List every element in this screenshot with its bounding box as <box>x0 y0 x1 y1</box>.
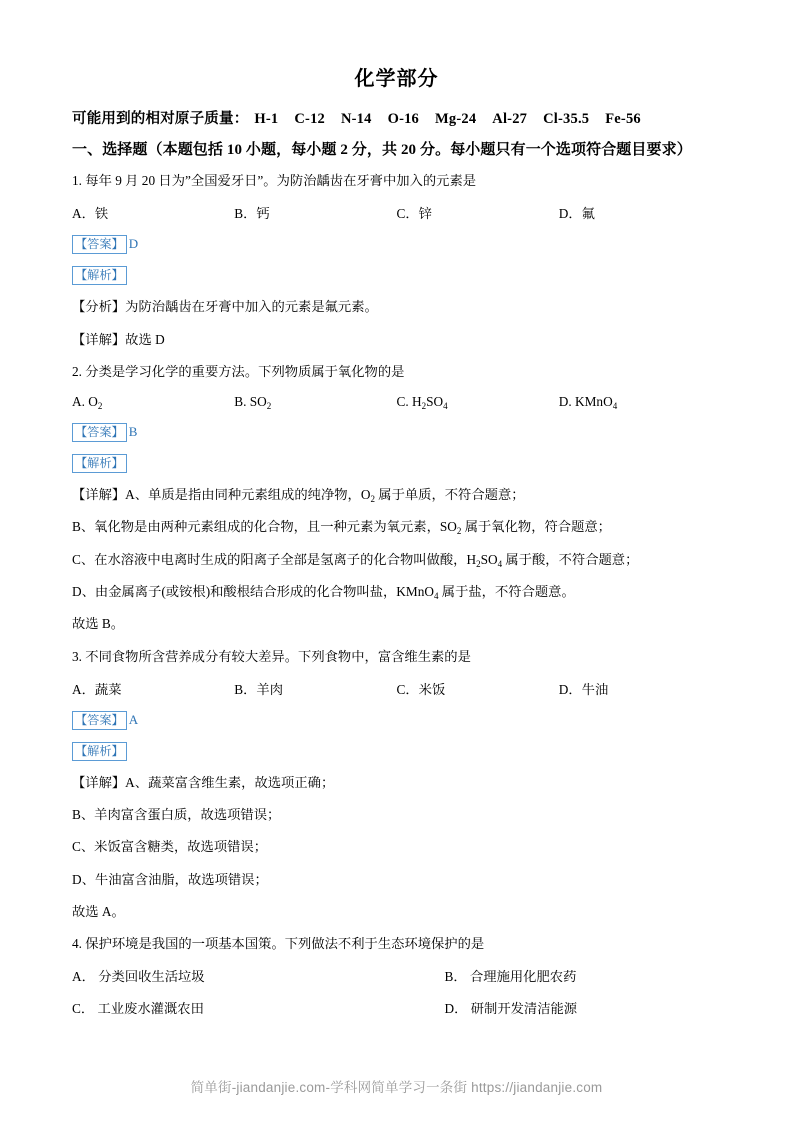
answer-value: B <box>128 424 138 440</box>
explanation-line: C、在水溶液中电离时生成的阳离子全部是氢离子的化合物叫做酸，$H_2SO_4$ 属于酸，不符合题意； <box>72 551 639 569</box>
answer-value: A <box>128 711 139 727</box>
explanation-line: 【详解】故选 D <box>72 331 165 347</box>
atomic-mass-label: 可能用到的相对原子质量： <box>72 111 249 127</box>
answer-tag: 【答案】 <box>72 235 127 254</box>
option-a[interactable]: A．蔬菜 <box>72 681 122 697</box>
analysis-row <box>72 266 721 285</box>
atomic-mass-item: Mg-24 <box>435 111 477 127</box>
option-c[interactable]: C．米饭 <box>396 681 446 697</box>
question-stem: 4. 保护环境是我国的一项基本国策。下列做法不利于生态环境保护的是 <box>72 936 485 952</box>
question-stem: 2. 分类是学习化学的重要方法。下列物质属于氧化物的是 <box>72 363 405 379</box>
answer-value: D <box>128 236 139 252</box>
question-options <box>72 203 721 222</box>
option-c[interactable]: C. $H_2SO_4$ <box>396 394 448 412</box>
atomic-mass-item: O-16 <box>387 111 420 127</box>
question-options <box>72 394 721 410</box>
answer-row <box>72 711 721 730</box>
atomic-mass-item: N-14 <box>340 111 372 127</box>
explanation-line: 【分析】为防治龋齿在牙膏中加入的元素是氟元素。 <box>72 299 378 315</box>
question-stem: 3. 不同食物所含营养成分有较大差异。下列食物中，富含维生素的是 <box>72 648 471 664</box>
option-d[interactable]: D. KMnO$_4$ <box>558 394 618 412</box>
atomic-mass-item: Cl-35.5 <box>543 111 590 127</box>
option-b[interactable]: B．钙 <box>234 206 270 222</box>
question-options <box>72 966 721 985</box>
explanation-line: D、牛油富含油脂，故选项错误； <box>72 871 268 887</box>
explanation-line: D、由金属离子(或铵根)和酸根结合形成的化合物叫盐，KMnO$_4$ 属于盐，不符合题意。 <box>72 583 575 601</box>
option-a[interactable]: A. $O_2$ <box>72 394 103 412</box>
page-footer: 简单街-jiandanjie.com-学科网简单学习一条街 https://jiandanjie.com <box>190 1080 603 1095</box>
question-options <box>72 679 721 698</box>
option-d[interactable]: D．氟 <box>558 206 595 222</box>
option-c[interactable]: C．锌 <box>396 206 432 222</box>
option-b[interactable]: B. $SO_2$ <box>234 394 272 412</box>
analysis-tag: 【解析】 <box>72 742 127 761</box>
explanation-line: 【详解】A、单质是指由同种元素组成的纯净物，$O_2$ 属于单质，不符合题意； <box>72 487 525 505</box>
atomic-mass-item: H-1 <box>254 111 279 127</box>
atomic-mass-line <box>72 107 721 128</box>
explanation-line: 故选 A。 <box>72 903 125 919</box>
option-a[interactable]: A． 分类回收生活垃圾 <box>72 969 205 985</box>
explanation-line: C、米饭富含糖类，故选项错误； <box>72 839 268 855</box>
answer-row <box>72 423 721 442</box>
answer-tag: 【答案】 <box>72 423 127 442</box>
question-options <box>72 998 721 1017</box>
explanation-line: 故选 B。 <box>72 616 125 632</box>
section-heading: 一、选择题（本题包括 10 小题，每小题 2 分，共 20 分。每小题只有一个选项符合题目要求） <box>72 142 692 158</box>
analysis-row <box>72 742 721 761</box>
analysis-row <box>72 454 721 473</box>
explanation-line: 【详解】A、蔬菜富含维生素，故选项正确； <box>72 774 335 790</box>
atomic-mass-item: Fe-56 <box>605 111 641 127</box>
option-a[interactable]: A．铁 <box>72 206 109 222</box>
explanation-line: B、羊肉富含蛋白质，故选项错误； <box>72 807 281 823</box>
option-b[interactable]: B． 合理施用化肥农药 <box>444 969 577 985</box>
atomic-mass-item: Al-27 <box>492 111 528 127</box>
answer-tag: 【答案】 <box>72 711 127 730</box>
option-d[interactable]: D． 研制开发清洁能源 <box>444 1001 578 1017</box>
option-b[interactable]: B．羊肉 <box>234 681 284 697</box>
atomic-mass-item: C-12 <box>294 111 325 127</box>
answer-row <box>72 235 721 254</box>
analysis-tag: 【解析】 <box>72 454 127 473</box>
question-stem: 1. 每年 9 月 20 日为”全国爱牙日”。为防治龋齿在牙膏中加入的元素是 <box>72 173 477 188</box>
analysis-tag: 【解析】 <box>72 266 127 285</box>
option-c[interactable]: C． 工业废水灌溉农田 <box>72 1001 204 1017</box>
option-d[interactable]: D．牛油 <box>558 681 609 697</box>
explanation-line: B、氧化物是由两种元素组成的化合物，且一种元素为氧元素，$SO_2$ 属于氧化物，符合题意； <box>72 519 611 537</box>
page-title: 化学部分 <box>354 68 439 90</box>
